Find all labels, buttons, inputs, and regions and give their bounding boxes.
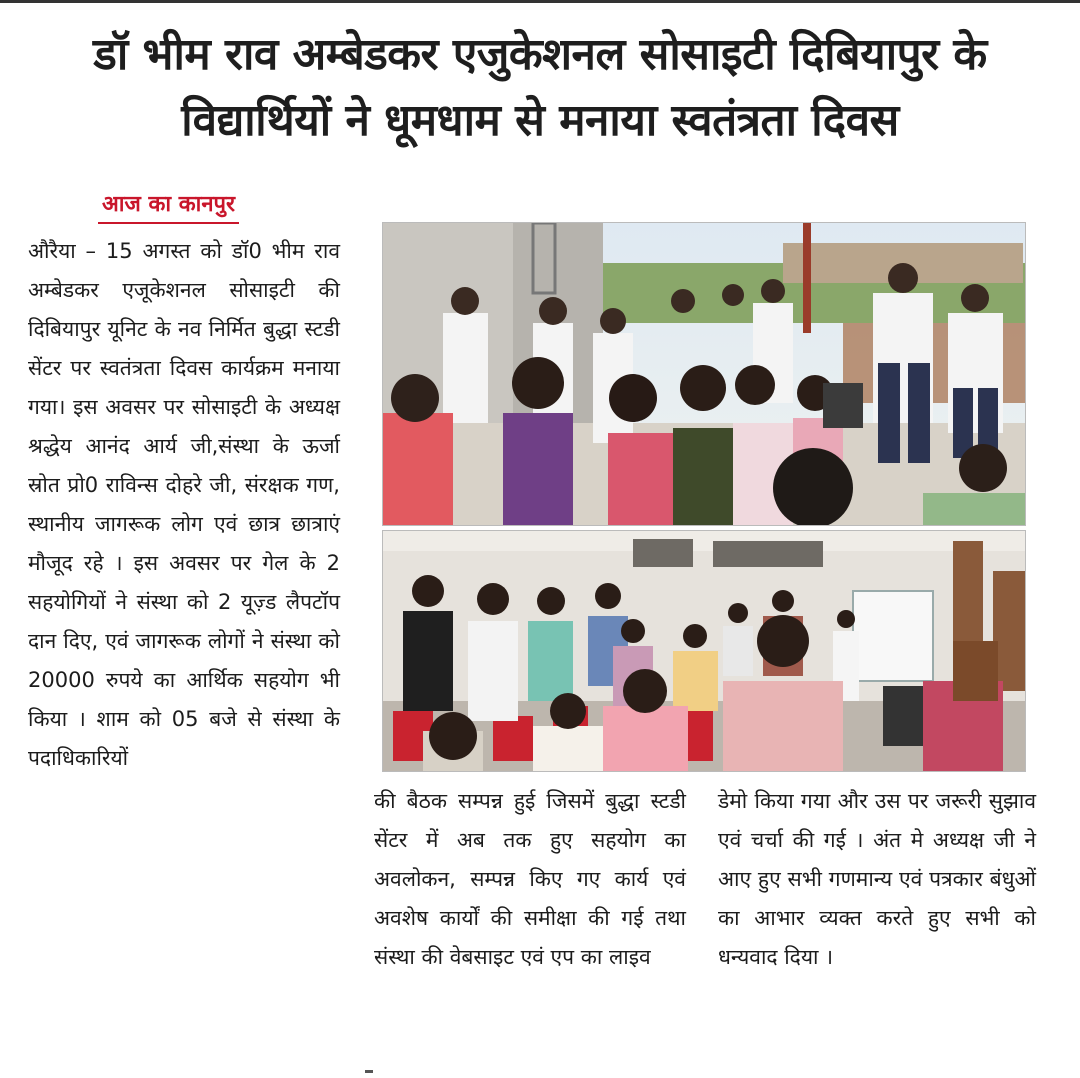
photo-classroom-gathering (382, 530, 1026, 772)
headline-line-1: डॉ भीम राव अम्बेडकर एजुकेशनल सोसाइटी दिबियापुर के (93, 29, 987, 80)
body-column-1: औरैया – 15 अगस्त को डॉ0 भीम राव अम्बेडकर एजूकेशनल सोसाइटी की दिबियापुर यूनिट के नव निर्मित बुद्धा स्टडी सेंटर पर स्वतंत्रता दिवस कार्यक्रम मनाया गया। इस अवसर पर सोसाइटी के अध्यक्ष श्रद्धेय आनंद आर्य जी,संस्था के ऊर्जा स्रोत प्रो0 राविन्स दोहरे जी, संरक्षक गण, स्थानीय जागरूक लोग एवं छात्र छात्राएं मौजूद रहे । इस अवसर पर गेल के 2 सहयोगियों ने संस्था को 2 यूज़्ड लैपटॉप दान दिए, एवं जागरूक लोगों ने संस्था को 20000 रुपये का आर्थिक सहयोग भी किया । शाम को 05 बजे से संस्था के पदाधिकारियों (28, 239, 340, 770)
source-label: आज का कानपुर (98, 190, 239, 224)
footer-mark (365, 1070, 373, 1073)
photo-rooftop-gathering (382, 222, 1026, 526)
headline (20, 22, 1060, 154)
body-column-2: की बैठक सम्पन्न हुई जिसमें बुद्धा स्टडी सेंटर में अब तक हुए सहयोग का अवलोकन, सम्पन्न किए गए कार्य एवं अवशेष कार्यों की समीक्षा की गई तथा संस्था की वेबसाइट एवं एप का लाइव (374, 789, 686, 969)
body-column-3: डेमो किया गया और उस पर जरूरी सुझाव एवं चर्चा की गई । अंत मे अध्यक्ष जी ने आए हुए सभी गणमान्य एवं पत्रकार बंधुओं का आभार व्यक्त करते हुए सभी को धन्यवाद दिया । (718, 789, 1036, 969)
top-rule (0, 0, 1080, 3)
headline-line-2: विद्यार्थियों ने धूमधाम से मनाया स्वतंत्रता दिवस (181, 95, 899, 146)
